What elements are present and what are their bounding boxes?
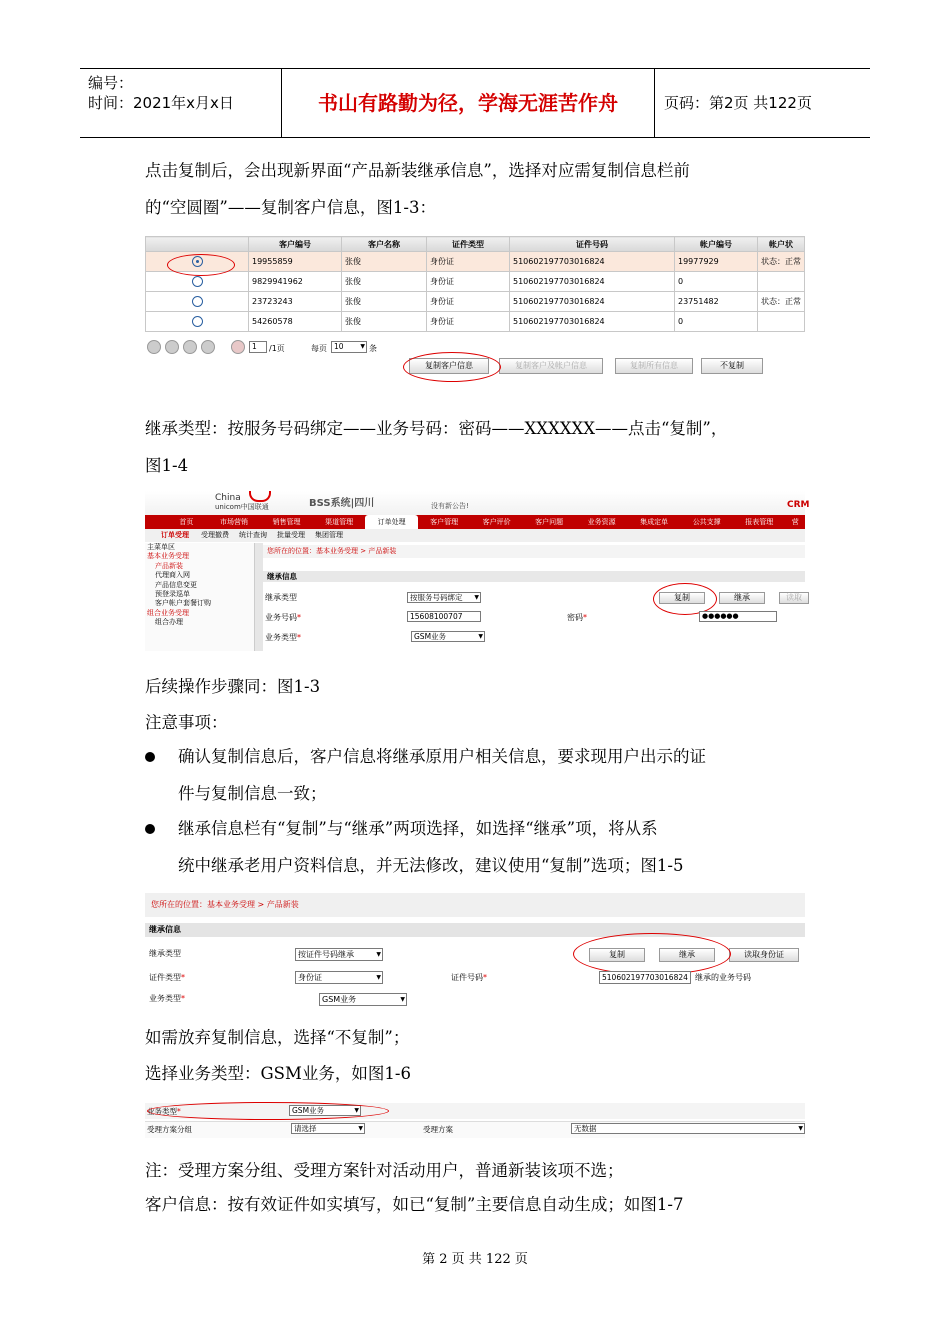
biz-type-select[interactable]: GSM业务 ▼ xyxy=(289,1105,361,1116)
inherit-type-select[interactable]: 按服务号码绑定 ▼ xyxy=(407,592,481,603)
tree-item[interactable]: 主菜单区 xyxy=(147,543,175,551)
biz-type-label: 业务类型 xyxy=(147,1107,177,1116)
header-meta xyxy=(80,69,282,137)
next-page-icon[interactable] xyxy=(183,340,197,354)
id-type-select[interactable]: 身份证 ▼ xyxy=(295,971,383,984)
tree-item[interactable]: 代理商入网 xyxy=(155,571,190,580)
plan-select[interactable]: 无数据 ▼ xyxy=(571,1123,805,1134)
nav-item[interactable]: 业务资源 xyxy=(587,518,616,526)
para7: 注：受理方案分组、受理方案针对活动用户，普通新装该项不选； xyxy=(145,1161,624,1180)
id-no-input[interactable]: 510602197703016824 xyxy=(599,971,691,984)
bullet-icon xyxy=(145,752,155,762)
system-title: BSS系统|四川 xyxy=(309,498,375,509)
para5: 如需放弃复制信息，选择“不复制”； xyxy=(145,1028,410,1047)
password-label: 密码 xyxy=(567,613,583,622)
radio-button[interactable] xyxy=(192,276,203,287)
page-input[interactable]: 1 xyxy=(249,341,267,353)
app-topbar xyxy=(145,491,810,515)
logo-text-2: unicom中国联通 xyxy=(215,503,269,511)
per-page-select[interactable]: 10 ▼ xyxy=(331,341,367,353)
id-type-label: 证件类型 xyxy=(149,973,181,982)
col-header: 帐户状 xyxy=(758,237,805,252)
page-header xyxy=(80,68,870,138)
nav-item[interactable]: 客户评价 xyxy=(482,518,511,526)
bullet1-line1: 确认复制信息后，客户信息将继承原用户相关信息，要求现用户出示的证 xyxy=(178,747,706,766)
radio-button[interactable] xyxy=(192,316,203,327)
tree-item[interactable]: 产品新装 xyxy=(155,561,183,570)
nav-item[interactable]: 首页 xyxy=(179,518,194,526)
subnav-item[interactable]: 批量受理 xyxy=(277,531,305,539)
copy-all-button[interactable]: 复制所有信息 xyxy=(615,358,693,374)
breadcrumb: 您所在的位置：基本业务受理 > 产品新装 xyxy=(263,545,805,558)
go-page-icon[interactable] xyxy=(231,340,245,354)
inherit-button[interactable]: 继承 xyxy=(659,948,715,962)
tree-item[interactable]: 预登录巡单 xyxy=(155,590,190,599)
no-copy-button[interactable]: 不复制 xyxy=(701,358,763,374)
bullet1-line2: 件与复制信息一致； xyxy=(178,784,327,803)
nav-item-active[interactable]: 订单处理 xyxy=(365,515,418,529)
nav-item[interactable]: 集成定单 xyxy=(640,518,669,526)
bullet2-line2: 统中继承老用户资料信息，并无法修改，建议使用“复制”选项；图1-5 xyxy=(178,856,684,875)
subnav-item[interactable]: 受理撤费 xyxy=(201,531,229,539)
crm-label: CRM xyxy=(787,500,810,510)
sub-nav xyxy=(145,529,805,542)
copy-customer-button[interactable]: 复制客户信息 xyxy=(409,358,489,374)
plan-group-select[interactable]: 请选择 ▼ xyxy=(291,1123,365,1134)
first-page-icon[interactable] xyxy=(147,340,161,354)
left-tree xyxy=(145,543,255,651)
para3: 后续操作步骤同：图1-3 xyxy=(145,677,321,696)
biz-type-select[interactable]: GSM业务 ▼ xyxy=(411,631,485,642)
header-time: 时间：2021年x月x日 xyxy=(88,94,234,112)
para2-line1: 继承类型：按服务号码绑定——业务号码：密码——XXXXXX——点击“复制”， xyxy=(145,419,728,438)
breadcrumb: 您所在的位置：基本业务受理 > 产品新装 xyxy=(145,893,805,917)
para1-line1: 点击复制后，会出现新界面“产品新装继承信息”，选择对应需复制信息栏前 xyxy=(145,161,690,180)
last-page-icon[interactable] xyxy=(201,340,215,354)
para1-line2: 的“空圆圈”——复制客户信息，图1-3： xyxy=(145,198,436,217)
tree-item[interactable]: 客户帐户套餐订购 xyxy=(155,599,211,608)
subnav-item[interactable]: 集团管理 xyxy=(315,531,343,539)
subnav-item-active[interactable]: 订单受理 xyxy=(161,531,189,539)
col-header: 证件类型 xyxy=(427,237,510,252)
tree-item[interactable]: 产品信息变更 xyxy=(155,580,197,589)
nav-item[interactable]: 公共支撑 xyxy=(692,518,721,526)
nav-item[interactable]: 报表管理 xyxy=(745,518,774,526)
notice-text: 没有新公告! xyxy=(431,502,469,510)
id-no-label: 证件号码 xyxy=(451,973,483,982)
copy-button[interactable]: 复制 xyxy=(659,592,705,604)
tree-scrollbar[interactable] xyxy=(255,543,263,651)
figure-1-6: 业务类型* GSM业务 ▼ 受理方案分组 请选择 ▼ 受理方案 无数据 ▼ xyxy=(145,1100,805,1138)
tree-item[interactable]: 基本业务受理 xyxy=(147,552,189,561)
inherit-type-label: 继承类型 xyxy=(149,949,181,958)
main-nav xyxy=(145,515,805,529)
inherit-biz-label: 继承的业务号码 xyxy=(695,973,751,982)
copy-customer-account-button[interactable]: 复制客户及帐户信息 xyxy=(499,358,603,374)
figure-1-3 xyxy=(145,236,805,381)
highlight-circle xyxy=(147,1102,389,1120)
col-header: 客户编号 xyxy=(249,237,342,252)
read-button[interactable]: 读取 xyxy=(779,592,809,604)
copy-button[interactable]: 复制 xyxy=(589,948,645,962)
table-row[interactable]: 19955859 张俊 身份证 510602197703016824 19977929 状态：正常 xyxy=(146,252,805,272)
table-header-row xyxy=(146,237,805,252)
para8: 客户信息：按有效证件如实填写，如已“复制”主要信息自动生成；如图1-7 xyxy=(145,1195,684,1214)
section-title: 继承信息 xyxy=(263,571,805,582)
col-header: 证件号码 xyxy=(510,237,675,252)
biz-type-label: 业务类型 xyxy=(265,633,297,642)
header-page-info: 页码：第2页 共122页 xyxy=(664,94,812,112)
col-header: 帐户编号 xyxy=(675,237,758,252)
customer-table xyxy=(145,236,805,332)
biz-no-label: 业务号码 xyxy=(265,613,297,622)
header-motto: 书山有路勤为径，学海无涯苦作舟 xyxy=(282,69,655,137)
biz-type-select[interactable]: GSM业务 ▼ xyxy=(319,993,407,1006)
highlight-circle xyxy=(403,352,501,382)
plan-label: 受理方案 xyxy=(423,1125,453,1134)
table-row[interactable]: 9829941962 张俊 身份证 510602197703016824 0 xyxy=(146,272,805,292)
figure-1-5: 您所在的位置：基本业务受理 > 产品新装 继承信息 继承类型 按证件号码继承 ▼ 复制 继承 读取身份证 证件类型* 身份证 ▼ 证件号码* 510602197703016824 继承的业务号码 业务类型* GSM业务 ▼ xyxy=(145,893,805,1001)
biz-type-label: 业务类型 xyxy=(149,994,181,1003)
plan-group-label: 受理方案分组 xyxy=(147,1125,192,1134)
password-input[interactable]: ●●●●●● xyxy=(699,611,777,622)
header-number: 编号： xyxy=(88,74,134,92)
para4: 注意事项： xyxy=(145,713,228,732)
nav-item[interactable]: 市场营销 xyxy=(220,518,249,526)
logo-text: China xyxy=(215,493,241,503)
highlight-circle xyxy=(573,933,731,975)
inherit-type-select[interactable]: 按证件号码继承 ▼ xyxy=(295,948,383,961)
inherit-button[interactable]: 继承 xyxy=(719,592,765,604)
nav-item[interactable]: 销售管理 xyxy=(272,518,301,526)
nav-item[interactable]: 客户问题 xyxy=(535,518,564,526)
tree-item[interactable]: 组合办理 xyxy=(155,618,183,627)
subnav-item[interactable]: 统计查询 xyxy=(239,531,267,539)
pager: 1 /1页 每页 10 ▼ 条 xyxy=(145,336,805,360)
nav-item[interactable]: 渠道管理 xyxy=(325,518,354,526)
biz-no-input[interactable]: 15608100707 xyxy=(407,611,481,622)
inherit-type-label: 继承类型 xyxy=(265,593,297,602)
para2-line2: 图1-4 xyxy=(145,456,189,475)
bullet2-line1: 继承信息栏有“复制”与“继承”两项选择，如选择“继承”项，将从系 xyxy=(178,819,658,838)
read-id-card-button[interactable]: 读取身份证 xyxy=(729,948,799,962)
prev-page-icon[interactable] xyxy=(165,340,179,354)
nav-item[interactable]: 客户管理 xyxy=(430,518,459,526)
section-title: 继承信息 xyxy=(145,923,805,937)
page-footer: 第 2 页 共 122 页 xyxy=(422,1252,528,1267)
para6: 选择业务类型：GSM业务，如图1-6 xyxy=(145,1064,411,1083)
table-row[interactable]: 23723243 张俊 身份证 510602197703016824 23751482 状态：正常 xyxy=(146,292,805,312)
figure-1-4: China unicom中国联通 BSS系统|四川 没有新公告! CRM 首页 市场营销 销售管理 渠道管理 订单处理 客户管理 客户评价 客户问题 业务资源 集成定单 公共支撑 报表管理 营 订单受理 受理撤费 统计查询 批量受理 集团管理 主菜单区 基本业务受理 产品新装 代理商入网 产品信息变更 预登录巡单 客户帐户套餐订购 组合业务受理 组合办理 您所在的位置：基本业务受理 > 产品新装 继承信息 继承类型 按服务号码绑定 ▼ 复制 继承 读取 业务号码* 15608100707 密码* ●●●●●● 业务类型* GSM业务 ▼ xyxy=(145,491,805,651)
col-header: 客户名称 xyxy=(342,237,427,252)
tree-item[interactable]: 组合业务受理 xyxy=(147,608,189,617)
table-row[interactable]: 54260578 张俊 身份证 510602197703016824 0 xyxy=(146,312,805,332)
radio-button[interactable] xyxy=(192,296,203,307)
nav-item[interactable]: 营 xyxy=(791,518,799,526)
highlight-circle xyxy=(167,254,235,276)
bullet-icon xyxy=(145,824,155,834)
